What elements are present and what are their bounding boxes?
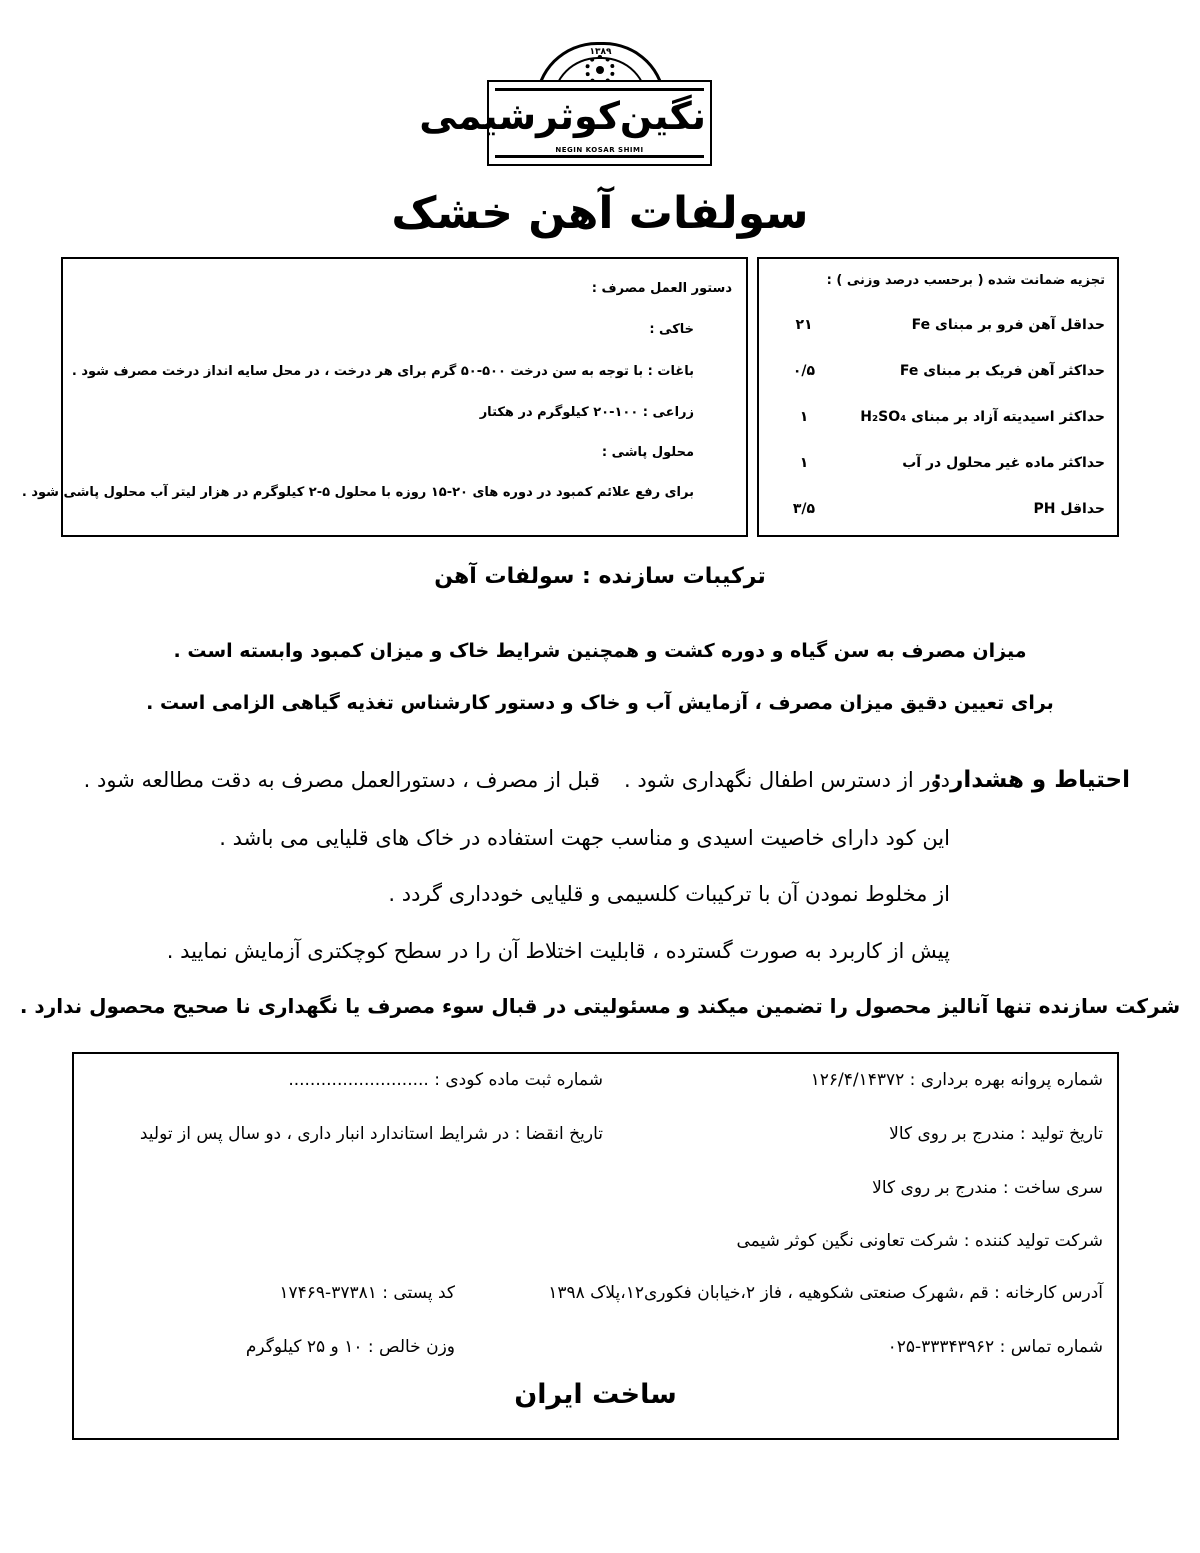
analysis-label: حداکثر آهن فریک بر مبنای Fe (899, 363, 1105, 379)
logo-brand-fa: نگین‌کوثرشیمی (419, 94, 706, 138)
production-date: تاریخ تولید : مندرج بر روی کالا (889, 1124, 1103, 1144)
note-line: برای تعیین دقیق میزان مصرف ، آزمایش آب و خاک و دستور کارشناس تغذیه گیاهی الزامی است . (146, 692, 1054, 714)
usage-spray: محلول پاشی : (601, 445, 694, 460)
usage-farming: زراعی : ۱۰۰-۲۰ کیلوگرم در هکتار (479, 405, 694, 420)
logo-plate (419, 80, 712, 166)
usage-box (21, 257, 748, 537)
analysis-label: حداکثر ماده غیر محلول در آب (902, 455, 1105, 471)
phone-number: شماره تماس : ۳۳۳۴۳۹۶۲-۰۲۵ (887, 1337, 1103, 1357)
warning-title: احتیاط و هشدار : (932, 767, 1130, 793)
license-number: شماره پروانه بهره برداری : ۱۲۶/۴/۱۴۳۷۲ (810, 1070, 1103, 1090)
analysis-heading: تجزیه ضمانت شده ( برحسب درصد وزنی ) : (826, 273, 1105, 288)
postal-code: کد پستی : ۳۷۳۸۱-۱۷۴۶۹ (279, 1283, 455, 1303)
analysis-row (769, 501, 1105, 525)
usage-heading: دستور العمل مصرف : (591, 281, 732, 296)
warning-line: این کود دارای خاصیت اسیدی و مناسب جهت استفاده در خاک های قلیایی می باشد . (219, 826, 950, 850)
disclaimer: شرکت سازنده تنها آنالیز محصول را تضمین میکند و مسئولیتی در قبال سوء مصرف یا نگهداری نا صحیح محصول ندارد . (19, 994, 1181, 1018)
brand-logo (419, 42, 712, 166)
analysis-row (769, 409, 1105, 433)
manufacturer: شرکت تولید کننده : شرکت تعاونی نگین کوثر شیمی (736, 1231, 1103, 1251)
net-weight: وزن خالص : ۱۰ و ۲۵ کیلوگرم (245, 1337, 455, 1357)
analysis-label: حداقل آهن فرو بر مبنای Fe (911, 317, 1105, 333)
analysis-value: ۰/۵ (792, 363, 816, 379)
analysis-label: حداقل PH (1033, 501, 1105, 517)
made-in: ساخت ایران (514, 1379, 677, 1410)
analysis-row (769, 363, 1105, 387)
warning-line: قبل از مصرف ، دستورالعمل مصرف به دقت مطالعه شود . (83, 768, 600, 792)
analysis-value: ۱ (799, 409, 809, 425)
usage-spray-detail: برای رفع علائم کمبود در دوره های ۲۰-۱۵ روزه با محلول ۵-۲ کیلوگرم در هزار لیتر آب محلول پاشی شود . (21, 485, 694, 500)
expiry-date: تاریخ انقضا : در شرایط استاندارد انبار داری ، دو سال پس از تولید (139, 1124, 603, 1144)
usage-orchard: باغات : با توجه به سن درخت ۵۰۰-۵۰ گرم برای هر درخت ، در محل سایه انداز درخت مصرف شود . (71, 364, 694, 379)
batch-number: سری ساخت : مندرج بر روی کالا (872, 1178, 1103, 1198)
analysis-value: ۱ (799, 455, 809, 471)
composition-heading: ترکیبات سازنده : سولفات آهن (434, 564, 766, 589)
warning-line: پیش از کاربرد به صورت گسترده ، قابلیت اختلاط آن را در سطح کوچکتری آزمایش نمایید . (166, 939, 950, 963)
logo-year: ۱۳۸۹ (589, 47, 612, 57)
analysis-value: ۳/۵ (792, 501, 816, 517)
logo-brand-en: NEGIN KOSAR SHIMI (555, 146, 644, 154)
warning-line: از مخلوط نمودن آن با ترکیبات کلسیمی و قلیایی خودداری گردد . (388, 882, 950, 906)
product-title: سولفات آهن خشک (391, 188, 809, 239)
factory-address: آدرس کارخانه : قم ،شهرک صنعتی شکوهیه ، فاز ۲،خیابان فکوری۱۲،پلاک ۱۳۹۸ (548, 1283, 1103, 1303)
registration-number: شماره ثبت ماده کودی : .......................... (288, 1070, 603, 1090)
warning-line: دور از دسترس اطفال نگهداری شود . (623, 768, 950, 792)
analysis-label: حداکثر اسیدیته آزاد بر مبنای H₂SO₄ (860, 409, 1105, 425)
note-line: میزان مصرف به سن گیاه و دوره کشت و همچنین شرایط خاک و میزان کمبود وابسته است . (173, 640, 1027, 662)
usage-soil: خاکی : (649, 322, 694, 337)
analysis-row (769, 317, 1105, 341)
product-info-box (72, 1052, 1119, 1440)
analysis-box (757, 257, 1119, 537)
analysis-value: ۲۱ (795, 317, 813, 333)
analysis-row (769, 455, 1105, 479)
